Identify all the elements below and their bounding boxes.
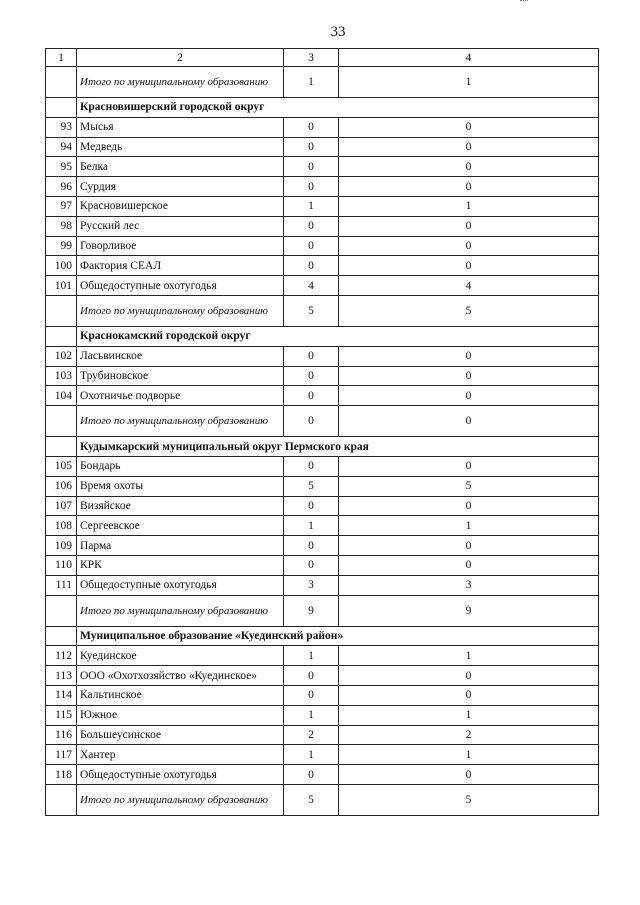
row-number: 108 — [46, 516, 77, 536]
section-number-cell — [46, 626, 77, 646]
row-number: 95 — [46, 157, 77, 177]
value-col-3: 0 — [284, 406, 339, 437]
header-col-3: 3 — [284, 49, 339, 67]
value-col-3: 1 — [284, 67, 339, 98]
value-col-4: 0 — [339, 137, 599, 157]
value-col-4: 0 — [339, 765, 599, 785]
row-number: 109 — [46, 536, 77, 556]
row-number: 98 — [46, 216, 77, 236]
section-title: Муниципальное образование «Куединский район» — [77, 626, 599, 646]
scan-margin-mark — [520, 0, 528, 1]
value-col-4: 5 — [339, 476, 599, 496]
value-col-4: 0 — [339, 256, 599, 276]
row-number: 97 — [46, 196, 77, 216]
ground-name: Фактория СЕАЛ — [77, 256, 284, 276]
ground-name: Визяйское — [77, 496, 284, 516]
value-col-4: 0 — [339, 366, 599, 386]
row-number: 113 — [46, 666, 77, 686]
value-col-3: 0 — [284, 496, 339, 516]
ground-name: Говорливое — [77, 236, 284, 256]
value-col-3: 2 — [284, 725, 339, 745]
table-row — [46, 366, 599, 386]
value-col-3: 0 — [284, 366, 339, 386]
table-header-row — [46, 49, 599, 67]
ground-name: КРК — [77, 555, 284, 575]
section-header-row — [46, 437, 599, 457]
value-col-4: 4 — [339, 276, 599, 296]
ground-name: Ласьвинское — [77, 346, 284, 366]
value-col-3: 1 — [284, 705, 339, 725]
row-number: 101 — [46, 276, 77, 296]
value-col-3: 5 — [284, 784, 339, 815]
table-row — [46, 276, 599, 296]
value-col-4: 0 — [339, 456, 599, 476]
ground-name: Общедоступные охотугодья — [77, 276, 284, 296]
value-col-3: 0 — [284, 666, 339, 686]
section-header-row — [46, 326, 599, 346]
row-number: 96 — [46, 177, 77, 197]
table-row — [46, 536, 599, 556]
value-col-3: 0 — [284, 536, 339, 556]
value-col-4: 2 — [339, 725, 599, 745]
value-col-4: 0 — [339, 236, 599, 256]
value-col-3: 1 — [284, 745, 339, 765]
row-number: 100 — [46, 256, 77, 276]
subtotal-row — [46, 595, 599, 626]
subtotal-label: Итого по муниципальному образованию — [77, 784, 284, 815]
ground-name: Красновишерское — [77, 196, 284, 216]
table-row — [46, 137, 599, 157]
value-col-3: 0 — [284, 386, 339, 406]
row-number: 103 — [46, 366, 77, 386]
subtotal-label: Итого по муниципальному образованию — [77, 295, 284, 326]
table-row — [46, 256, 599, 276]
ground-name: Мысья — [77, 117, 284, 137]
value-col-4: 0 — [339, 177, 599, 197]
ground-name: Хантер — [77, 745, 284, 765]
row-number: 104 — [46, 386, 77, 406]
row-number: 115 — [46, 705, 77, 725]
row-number: 99 — [46, 236, 77, 256]
value-col-4: 0 — [339, 117, 599, 137]
row-number: 110 — [46, 555, 77, 575]
row-number: 107 — [46, 496, 77, 516]
table-row — [46, 196, 599, 216]
row-number: 106 — [46, 476, 77, 496]
value-col-3: 0 — [284, 236, 339, 256]
table-row — [46, 646, 599, 666]
table-row — [46, 177, 599, 197]
value-col-3: 0 — [284, 137, 339, 157]
ground-name: Кальтинское — [77, 685, 284, 705]
table-row — [46, 117, 599, 137]
row-number — [46, 595, 77, 626]
table-row — [46, 346, 599, 366]
table-row — [46, 216, 599, 236]
table-row — [46, 456, 599, 476]
value-col-3: 0 — [284, 555, 339, 575]
table-row — [46, 725, 599, 745]
ground-name: Сергеевское — [77, 516, 284, 536]
value-col-4: 0 — [339, 157, 599, 177]
ground-name: Общедоступные охотугодья — [77, 765, 284, 785]
table-row — [46, 157, 599, 177]
header-col-2: 2 — [77, 49, 284, 67]
subtotal-row — [46, 784, 599, 815]
table-row — [46, 705, 599, 725]
row-number: 117 — [46, 745, 77, 765]
value-col-4: 1 — [339, 646, 599, 666]
value-col-3: 5 — [284, 476, 339, 496]
subtotal-label: Итого по муниципальному образованию — [77, 595, 284, 626]
row-number — [46, 295, 77, 326]
value-col-3: 3 — [284, 575, 339, 595]
table-row — [46, 685, 599, 705]
value-col-4: 0 — [339, 536, 599, 556]
value-col-3: 0 — [284, 346, 339, 366]
hunting-grounds-table — [45, 48, 599, 816]
table-row — [46, 575, 599, 595]
subtotal-row — [46, 67, 599, 98]
header-col-4: 4 — [339, 49, 599, 67]
value-col-3: 0 — [284, 216, 339, 236]
row-number — [46, 784, 77, 815]
section-number-cell — [46, 437, 77, 457]
value-col-4: 1 — [339, 516, 599, 536]
ground-name: Охотничье подворье — [77, 386, 284, 406]
ground-name: Куединское — [77, 646, 284, 666]
value-col-4: 5 — [339, 295, 599, 326]
row-number: 118 — [46, 765, 77, 785]
row-number: 93 — [46, 117, 77, 137]
section-title: Кудымкарский муниципальный округ Пермского края — [77, 437, 599, 457]
value-col-4: 0 — [339, 406, 599, 437]
table-row — [46, 765, 599, 785]
row-number — [46, 67, 77, 98]
row-number — [46, 406, 77, 437]
value-col-4: 0 — [339, 216, 599, 236]
value-col-3: 0 — [284, 685, 339, 705]
section-title: Красновишерский городской округ — [77, 98, 599, 118]
value-col-4: 0 — [339, 386, 599, 406]
row-number: 94 — [46, 137, 77, 157]
section-title: Краснокамский городской округ — [77, 326, 599, 346]
value-col-4: 0 — [339, 685, 599, 705]
value-col-4: 5 — [339, 784, 599, 815]
value-col-3: 0 — [284, 117, 339, 137]
table-row — [46, 496, 599, 516]
ground-name: Медведь — [77, 137, 284, 157]
table-row — [46, 476, 599, 496]
ground-name: Бондарь — [77, 456, 284, 476]
value-col-3: 1 — [284, 196, 339, 216]
header-col-1: 1 — [46, 49, 77, 67]
table-row — [46, 555, 599, 575]
row-number: 105 — [46, 456, 77, 476]
row-number: 116 — [46, 725, 77, 745]
value-col-4: 1 — [339, 196, 599, 216]
table-row — [46, 236, 599, 256]
page-number: 33 — [330, 24, 346, 40]
value-col-4: 1 — [339, 745, 599, 765]
ground-name: Общедоступные охотугодья — [77, 575, 284, 595]
ground-name: Южное — [77, 705, 284, 725]
value-col-3: 5 — [284, 295, 339, 326]
subtotal-label: Итого по муниципальному образованию — [77, 406, 284, 437]
table-row — [46, 745, 599, 765]
value-col-3: 0 — [284, 177, 339, 197]
value-col-3: 0 — [284, 256, 339, 276]
value-col-3: 4 — [284, 276, 339, 296]
row-number: 111 — [46, 575, 77, 595]
value-col-3: 0 — [284, 456, 339, 476]
row-number: 112 — [46, 646, 77, 666]
ground-name: Русский лес — [77, 216, 284, 236]
value-col-3: 9 — [284, 595, 339, 626]
table-row — [46, 516, 599, 536]
ground-name: Трубиновское — [77, 366, 284, 386]
ground-name: Сурдия — [77, 177, 284, 197]
ground-name: Белка — [77, 157, 284, 177]
table-row — [46, 386, 599, 406]
value-col-4: 0 — [339, 666, 599, 686]
row-number: 114 — [46, 685, 77, 705]
ground-name: Время охоты — [77, 476, 284, 496]
subtotal-row — [46, 406, 599, 437]
section-header-row — [46, 98, 599, 118]
value-col-4: 1 — [339, 67, 599, 98]
ground-name: ООО «Охотхозяйство «Куединское» — [77, 666, 284, 686]
value-col-3: 0 — [284, 765, 339, 785]
subtotal-label: Итого по муниципальному образованию — [77, 67, 284, 98]
section-header-row — [46, 626, 599, 646]
value-col-4: 3 — [339, 575, 599, 595]
section-number-cell — [46, 326, 77, 346]
value-col-4: 0 — [339, 346, 599, 366]
table-row — [46, 666, 599, 686]
value-col-3: 1 — [284, 646, 339, 666]
value-col-3: 1 — [284, 516, 339, 536]
section-number-cell — [46, 98, 77, 118]
ground-name: Большеусинское — [77, 725, 284, 745]
value-col-4: 0 — [339, 555, 599, 575]
value-col-4: 0 — [339, 496, 599, 516]
row-number: 102 — [46, 346, 77, 366]
value-col-3: 0 — [284, 157, 339, 177]
ground-name: Парма — [77, 536, 284, 556]
subtotal-row — [46, 295, 599, 326]
value-col-4: 9 — [339, 595, 599, 626]
value-col-4: 1 — [339, 705, 599, 725]
